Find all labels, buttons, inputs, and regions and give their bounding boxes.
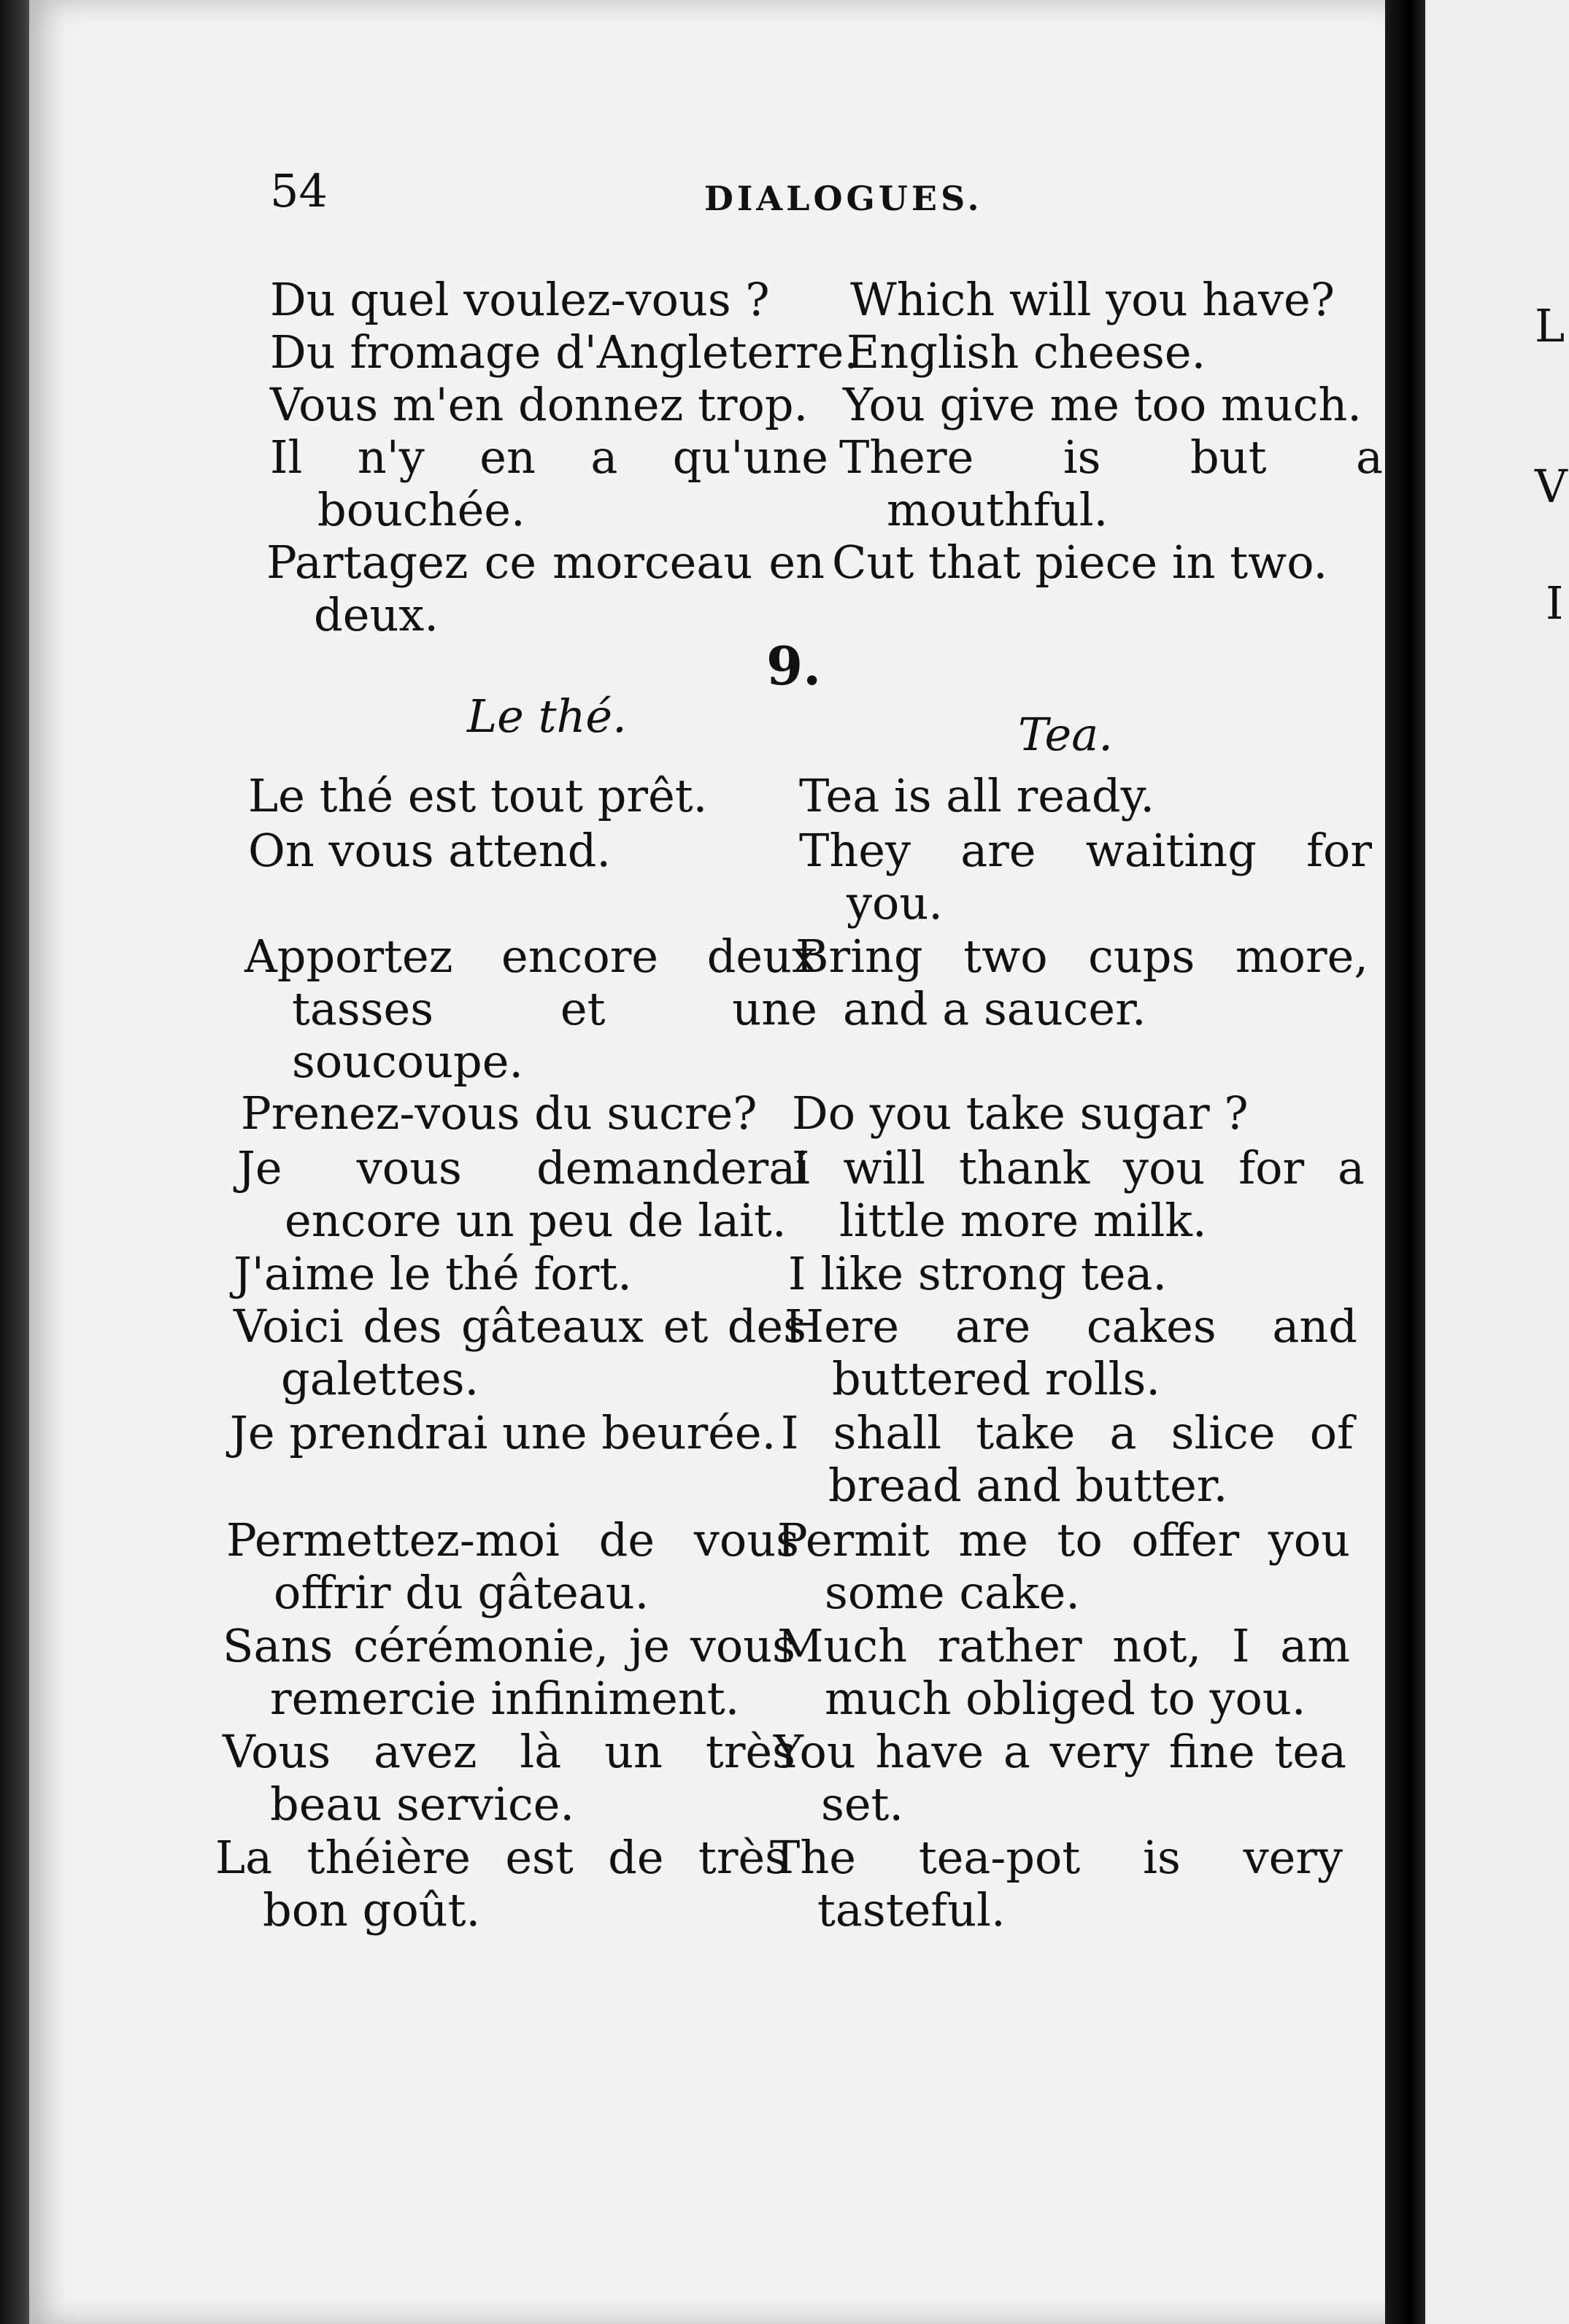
english-line: Permit me to offer you some cake. (777, 1513, 1350, 1619)
english-line: I will thank you for a little more milk. (792, 1141, 1365, 1247)
page-header (29, 164, 1394, 230)
french-line: La théière est de très bon goût. (215, 1831, 788, 1937)
french-line: Le thé est tout prêt. (248, 769, 708, 822)
book-gutter (1385, 0, 1425, 2324)
english-line: Bring two cups more, and a saucer. (795, 930, 1368, 1035)
french-line: Apportez encore deux tasses et une soucoupe. (244, 930, 817, 1088)
french-line: Voici des gâteaux et des galettes. (234, 1300, 806, 1405)
english-line: Which will you have? (850, 273, 1335, 326)
section-title-english: Tea. (1018, 708, 1113, 761)
english-line: The tea-pot is very tasteful. (770, 1831, 1343, 1937)
french-line: Vous avez là un très beau service. (223, 1725, 795, 1831)
facing-page-edge (1425, 0, 1569, 2324)
english-line: I shall take a slice of bread and butter. (781, 1406, 1354, 1512)
french-line: Du fromage d'Angleterre. (270, 325, 859, 379)
facing-page-glyph: I (1546, 576, 1564, 630)
english-line: They are waiting for you. (799, 824, 1372, 930)
french-line: Je vous demanderai encore un peu de lait. (237, 1141, 810, 1247)
english-line: Cut that piece in two. (832, 536, 1328, 589)
section-title-french: Le thé. (467, 690, 627, 743)
english-line: Much rather not, I am much obliged to you. (777, 1619, 1350, 1725)
english-line: You have a very fine tea set. (774, 1725, 1346, 1831)
french-line: Vous m'en donnez trop. (270, 378, 809, 431)
page-number: 54 (270, 164, 328, 217)
french-line: On vous attend. (248, 824, 612, 877)
english-line: Here are cakes and buttered rolls. (784, 1300, 1357, 1405)
french-line: Prenez-vous du sucre? (241, 1086, 757, 1140)
facing-page-glyph: L (1535, 299, 1565, 352)
french-line: Partagez ce morceau en deux. (266, 536, 825, 641)
french-line: Du quel voulez-vous ? (270, 273, 770, 326)
english-line: English cheese. (847, 325, 1206, 379)
english-line: There is but a mouthful. (839, 431, 1383, 536)
french-line: Je prendrai une beurée. (230, 1406, 776, 1459)
english-line: You give me too much. (843, 378, 1362, 431)
english-line: Tea is all ready. (799, 769, 1155, 822)
french-line: Permettez-moi de vous offrir du gâteau. (226, 1513, 799, 1619)
french-line: Il n'y en a qu'une bouchée. (270, 431, 828, 536)
french-line: J'aime le thé fort. (234, 1247, 632, 1300)
english-line: I like strong tea. (788, 1247, 1168, 1300)
english-line: Do you take sugar ? (792, 1086, 1249, 1140)
running-head: DIALOGUES. (704, 179, 983, 218)
book-page (29, 0, 1394, 2324)
facing-page-glyph: V (1535, 460, 1568, 513)
section-number: 9. (766, 635, 822, 697)
french-line: Sans cérémonie, je vous remercie infiniment. (223, 1619, 795, 1725)
